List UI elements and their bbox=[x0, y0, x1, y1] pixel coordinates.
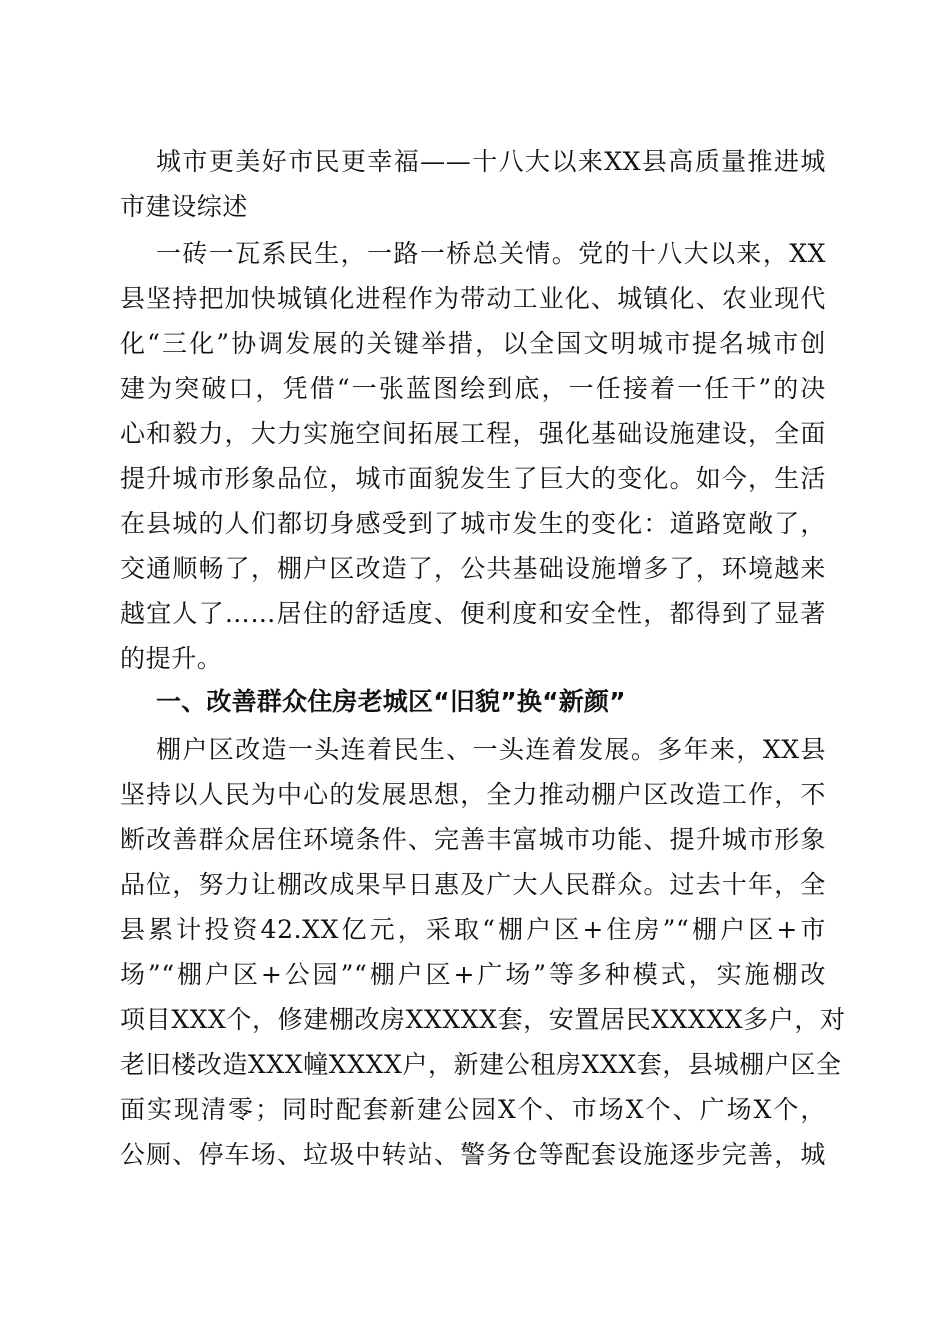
paragraph-1-line: 心和毅力，大力实施空间拓展工程，强化基础设施建设，全面 bbox=[120, 419, 826, 448]
paragraph-1-line: 的提升。 bbox=[120, 644, 223, 673]
paragraph-2-line: 坚持以人民为中心的发展思想，全力推动棚户区改造工作，不 bbox=[120, 780, 826, 809]
paragraph-2-line: 棚户区改造一头连着民生、一头连着发展。多年来，XX县 bbox=[156, 735, 826, 764]
paragraph-1-line: 越宜人了……居住的舒适度、便利度和安全性，都得到了显著 bbox=[120, 599, 826, 628]
paragraph-1-line: 在县城的人们都切身感受到了城市发生的变化：道路宽敞了， bbox=[120, 509, 826, 538]
paragraph-2-line: 公厕、停车场、垃圾中转站、警务仓等配套设施逐步完善，城 bbox=[120, 1140, 826, 1169]
paragraph-2-line: 项目XXX个，修建棚改房XXXXX套，安置居民XXXXX多户，对 bbox=[120, 1005, 846, 1034]
article-title-line-2: 市建设综述 bbox=[120, 192, 249, 221]
paragraph-1-line: 交通顺畅了，棚户区改造了，公共基础设施增多了，环境越来 bbox=[120, 554, 826, 583]
section-1-heading: 一、改善群众住房老城区“旧貌”换“新颜” bbox=[156, 687, 626, 716]
paragraph-2-line: 老旧楼改造XXX幢XXXX户，新建公租房XXX套，县城棚户区全 bbox=[120, 1050, 842, 1079]
paragraph-2-line: 场”“棚户区+公园”“棚户区+广场”等多种模式，实施棚改 bbox=[120, 960, 826, 989]
paragraph-1-line: 县坚持把加快城镇化进程作为带动工业化、城镇化、农业现代 bbox=[120, 284, 826, 313]
paragraph-1-line: 建为突破口，凭借“一张蓝图绘到底，一任接着一任干”的决 bbox=[120, 374, 826, 403]
paragraph-2-line: 县累计投资42.XX亿元，采取“棚户区+住房”“棚户区+市 bbox=[120, 915, 826, 944]
paragraph-1-line: 化“三化”协调发展的关键举措，以全国文明城市提名城市创 bbox=[120, 329, 826, 358]
paragraph-2-line: 断改善群众居住环境条件、完善丰富城市功能、提升城市形象 bbox=[120, 825, 826, 854]
paragraph-2-line: 面实现清零；同时配套新建公园X个、市场X个、广场X个， bbox=[120, 1095, 826, 1124]
paragraph-1-line: 提升城市形象品位，城市面貌发生了巨大的变化。如今，生活 bbox=[120, 464, 826, 493]
paragraph-1-line: 一砖一瓦系民生，一路一桥总关情。党的十八大以来，XX bbox=[156, 239, 826, 268]
article-title-line-1: 城市更美好市民更幸福——十八大以来XX县高质量推进城 bbox=[156, 147, 826, 176]
paragraph-2-line: 品位，努力让棚改成果早日惠及广大人民群众。过去十年，全 bbox=[120, 870, 826, 899]
